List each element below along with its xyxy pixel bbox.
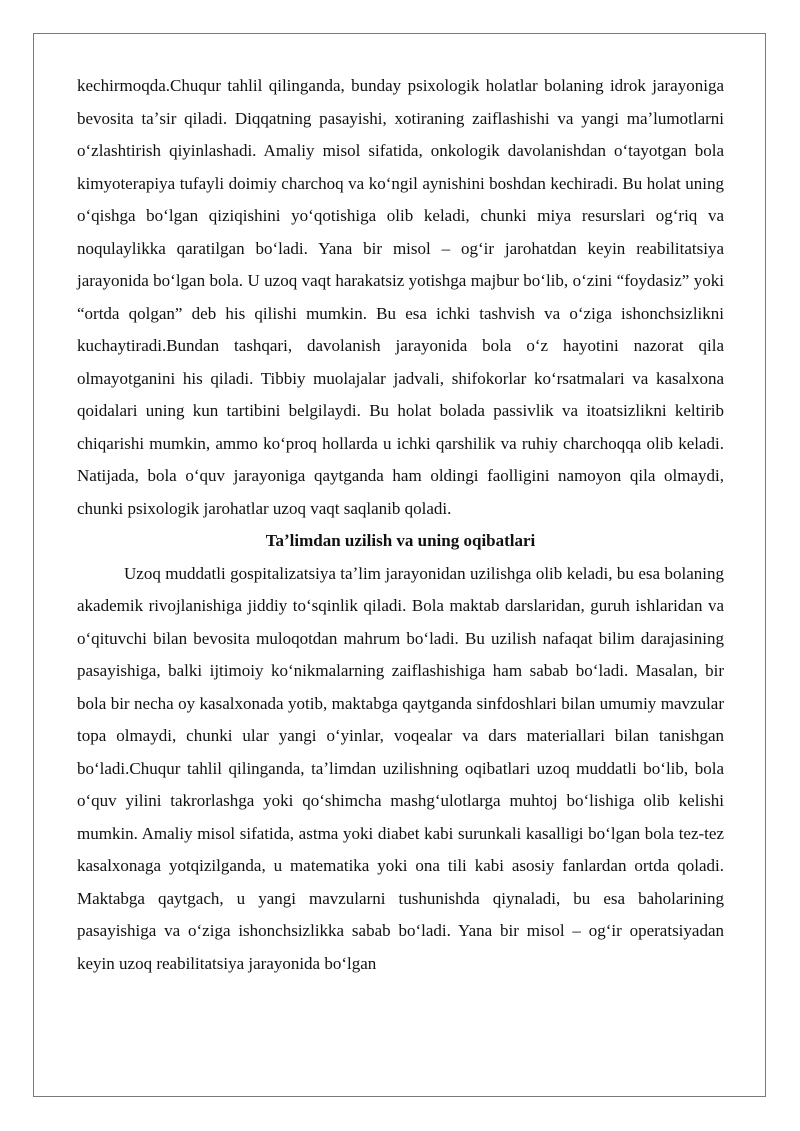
- section-heading: Taʼlimdan uzilish va uning oqibatlari: [265, 531, 536, 550]
- paragraph-continued: kechirmoqda.Chuqur tahlil qilinganda, bunday psixologik holatlar bolaning idrok jarayoniga bevosita taʼsir qiladi. Diqqatning pasayishi, xotiraning zaiflashishi va yangi maʼlumotlarni oʻzlashtirish qiyinlashadi. Amaliy misol sifatida, onkologik davolanishdan oʻtayotgan bola kimyoterapiya tufayli doimiy charchoq va koʻngil aynishini boshdan kechiradi. Bu holat uning oʻqishga boʻlgan qiziqishini yoʻqotishiga olib keladi, chunki miya resurslari ogʻriq va noqulaylikka qaratilgan boʻladi. Yana bir misol – ogʻir jarohatdan keyin reabilitatsiya jarayonida boʻlgan bola. U uzoq vaqt harakatsiz yotishga majbur boʻlib, oʻzini “foydasiz” yoki “ortda qolgan” deb his qilishi mumkin. Bu esa ichki tashvish va oʻziga ishonchsizlikni kuchaytiradi.Bundan tashqari, davolanish jarayonida bola oʻz hayotini nazorat qila olmayotganini his qiladi. Tibbiy muolajalar jadvali, shifokorlar koʻrsatmalari va kasalxona qoidalari uning kun tartibini belgilaydi. Bu holat bolada passivlik va itoatsizlikni keltirib chiqarishi mumkin, ammo koʻproq hollarda u ichki qarshilik va ruhiy charchoqqa olib keladi. Natijada, bola oʻquv jarayoniga qaytganda ham oldingi faolligini namoyon qila olmaydi, chunki psixologik jarohatlar uzoq vaqt saqlanib qoladi.: [77, 76, 724, 518]
- document-body: [77, 70, 724, 980]
- paragraph-education-gap: Uzoq muddatli gospitalizatsiya taʼlim jarayonidan uzilishga olib keladi, bu esa bolaning akademik rivojlanishiga jiddiy toʻsqinlik qiladi. Bola maktab darslaridan, guruh ishlaridan va oʻqituvchi bilan bevosita muloqotdan mahrum boʻladi. Bu uzilish nafaqat bilim darajasining pasayishiga, balki ijtimoiy koʻnikmalarning zaiflashishiga ham sabab boʻladi. Masalan, bir bola bir necha oy kasalxonada yotib, maktabga qaytganda sinfdoshlari bilan umumiy mavzular topa olmaydi, chunki ular yangi oʻyinlar, voqealar va dars materiallari bilan tanishgan boʻladi.Chuqur tahlil qilinganda, taʼlimdan uzilishning oqibatlari uzoq muddatli boʻlib, bola oʻquv yilini takrorlashga yoki qoʻshimcha mashgʻulotlarga muhtoj boʻlishiga olib kelishi mumkin. Amaliy misol sifatida, astma yoki diabet kabi surunkali kasalligi boʻlgan bola tez-tez kasalxonaga yotqizilganda, u matematika yoki ona tili kabi asosiy fanlardan ortda qoladi. Maktabga qaytgach, u yangi mavzularni tushunishda qiynaladi, bu esa baholarining pasayishiga va oʻziga ishonchsizlikka sabab boʻladi. Yana bir misol – ogʻir operatsiyadan keyin uzoq reabilitatsiya jarayonida boʻlgan: [77, 563, 724, 973]
